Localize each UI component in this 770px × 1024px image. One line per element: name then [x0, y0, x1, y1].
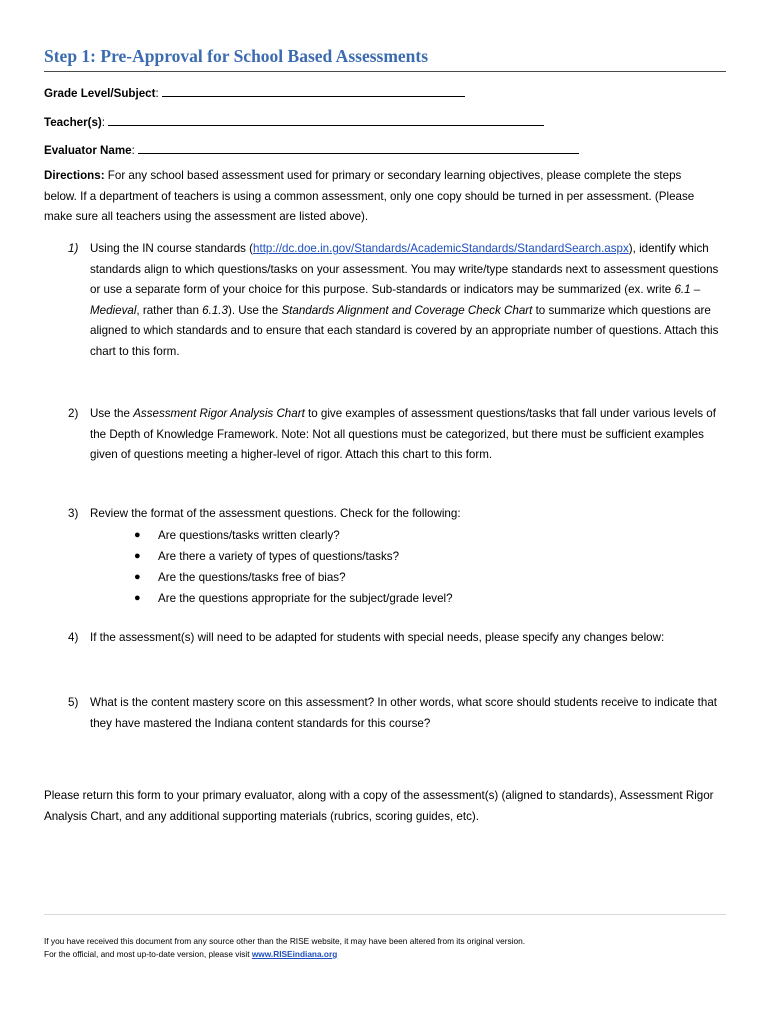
step-1 — [68, 239, 728, 362]
step-5 — [68, 693, 728, 734]
footer-line-2: For the official, and most up-to-date version, please visit www.RISEindiana.org — [44, 949, 338, 959]
step-1-chart-name: Standards Alignment and Coverage Check Chart — [281, 303, 533, 317]
step-2-text-b: to give examples of assessment questions/tasks that fall under various levels of the Depth of Knowledge Framework. Note: Not all questions must be categorized, but there must be sufficient examples given of questions meeting a higher-level of rigor. Attach this chart to this form. — [90, 407, 716, 461]
step-5-number: 5) — [68, 696, 79, 709]
teacher-field: Teacher(s): — [44, 115, 544, 129]
footer-line-1: If you have received this document from any source other than the RISE website, it may have been altered from its original version. — [44, 936, 526, 946]
closing-paragraph: Please return this form to your primary evaluator, along with a copy of the assessment(s) (aligned to standards), Assessment Rigor Analysis Chart, and any additional supporting materials (rubrics, scoring guides, etc). — [44, 789, 714, 823]
step-1-text-a: Using the IN course standards ( — [90, 242, 254, 255]
grade-level-label: Grade Level/Subject — [44, 87, 156, 100]
grade-level-field: Grade Level/Subject: — [44, 86, 465, 100]
step-1-number: 1) — [68, 242, 79, 255]
step-1-text-c: , rather than — [136, 303, 203, 317]
bullet-icon: ● — [134, 571, 141, 583]
title-underline — [44, 71, 726, 72]
teacher-input-line[interactable] — [108, 115, 544, 126]
step-1-text-e: to summarize which questions are aligned to which standards and to ensure that each standard is covered by an appropriate number of questions. Attach this chart to this form. — [90, 303, 719, 358]
step-4-number: 4) — [68, 631, 79, 644]
list-item: ● Are the questions appropriate for the subject/grade level? — [134, 588, 453, 609]
step-2 — [68, 404, 728, 466]
teacher-label: Teacher(s) — [44, 116, 102, 129]
list-item: ● Are questions/tasks written clearly? — [134, 525, 453, 546]
step-1-text-b: ), identify which standards align to which questions/tasks on your assessment. You may write/type standards next to assessment questions or use a separate form of your choice for this purpose. Sub-standards or indicators may be summarized (ex. write — [90, 242, 719, 296]
evaluator-input-line[interactable] — [138, 143, 579, 154]
list-item: ● Are there a variety of types of questions/tasks? — [134, 546, 453, 567]
step-4 — [68, 628, 728, 649]
footer — [44, 935, 525, 961]
step-1-example-2: 6.1.3 — [202, 303, 228, 317]
grade-level-input-line[interactable] — [162, 86, 465, 97]
step-1-text-d: ). Use the — [227, 303, 282, 317]
footer-divider — [44, 914, 726, 915]
directions-paragraph — [44, 166, 714, 228]
directions-text: For any school based assessment used for primary or secondary learning objectives, please complete the steps below. If a department of teachers is using a common assessment, only one copy should be turned in per assessment. (Please make sure all teachers using the assessment are listed above). — [44, 169, 695, 223]
evaluator-label: Evaluator Name — [44, 144, 132, 157]
page-title: Step 1: Pre-Approval for School Based Assessments — [44, 46, 429, 66]
step-3 — [68, 504, 728, 525]
bullet-icon: ● — [134, 592, 141, 604]
bullet-icon: ● — [134, 529, 141, 541]
bullet-icon: ● — [134, 550, 141, 562]
directions-label: Directions: — [44, 169, 105, 182]
format-checklist — [134, 525, 453, 609]
rise-website-link[interactable]: www.RISEindiana.org — [251, 949, 338, 959]
standards-search-link[interactable]: http://dc.doe.in.gov/Standards/AcademicStandards/StandardSearch.aspx — [253, 242, 629, 255]
step-2-chart-name: Assessment Rigor Analysis Chart — [133, 407, 305, 420]
step-2-text-a: Use the — [90, 407, 134, 420]
step-4-text: If the assessment(s) will need to be adapted for students with special needs, please specify any changes below: — [90, 631, 665, 644]
evaluator-field: Evaluator Name: — [44, 143, 579, 157]
step-3-text: Review the format of the assessment questions. Check for the following: — [90, 507, 461, 520]
list-item: ● Are the questions/tasks free of bias? — [134, 567, 453, 588]
step-3-number: 3) — [68, 507, 79, 520]
step-5-text: What is the content mastery score on this assessment? In other words, what score should students receive to indicate that they have mastered the Indiana content standards for this course? — [90, 696, 718, 730]
step-1-example-1: 6.1 – Medieval — [90, 283, 701, 317]
step-2-number: 2) — [68, 407, 79, 420]
